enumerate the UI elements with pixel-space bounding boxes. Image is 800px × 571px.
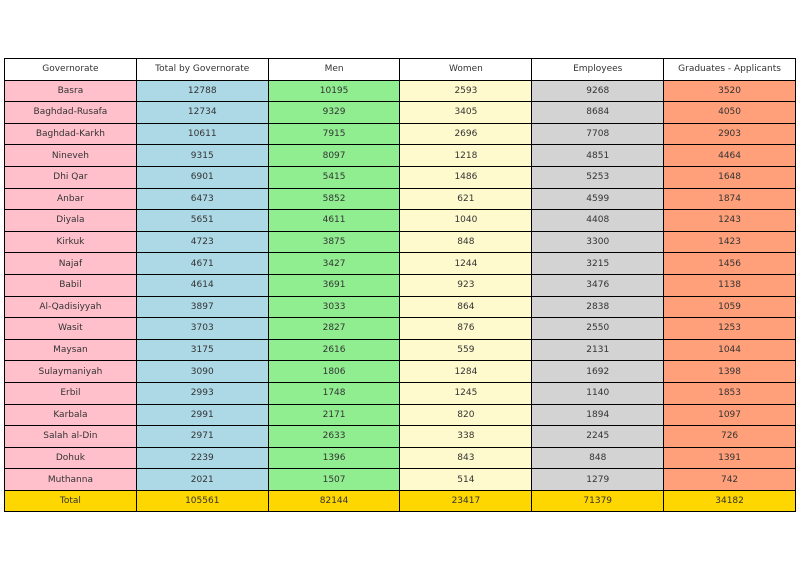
column-header: Total by Governorate [136, 59, 268, 81]
value-cell: 5852 [268, 188, 400, 210]
column-header: Men [268, 59, 400, 81]
value-cell: 1507 [268, 469, 400, 491]
value-cell: 1244 [400, 253, 532, 275]
value-cell: 1284 [400, 361, 532, 383]
value-cell: 726 [664, 426, 796, 448]
governorate-cell: Wasit [5, 318, 137, 340]
value-cell: 5415 [268, 166, 400, 188]
governorate-cell: Babil [5, 274, 137, 296]
value-cell: 8097 [268, 145, 400, 167]
governorate-cell: Baghdad-Rusafa [5, 102, 137, 124]
value-cell: 2991 [136, 404, 268, 426]
table-row [5, 404, 796, 426]
column-header: Governorate [5, 59, 137, 81]
total-value-cell: 71379 [532, 490, 664, 512]
column-header: Employees [532, 59, 664, 81]
governorate-cell: Al-Qadisiyyah [5, 296, 137, 318]
value-cell: 3405 [400, 102, 532, 124]
value-cell: 1423 [664, 231, 796, 253]
table-row [5, 80, 796, 102]
value-cell: 3300 [532, 231, 664, 253]
value-cell: 2971 [136, 426, 268, 448]
value-cell: 8684 [532, 102, 664, 124]
value-cell: 923 [400, 274, 532, 296]
value-cell: 1894 [532, 404, 664, 426]
value-cell: 1396 [268, 447, 400, 469]
value-cell: 7708 [532, 123, 664, 145]
value-cell: 1806 [268, 361, 400, 383]
value-cell: 5651 [136, 210, 268, 232]
total-value-cell: 82144 [268, 490, 400, 512]
value-cell: 3476 [532, 274, 664, 296]
governorate-cell: Anbar [5, 188, 137, 210]
governorate-cell: Erbil [5, 382, 137, 404]
value-cell: 2993 [136, 382, 268, 404]
value-cell: 1853 [664, 382, 796, 404]
value-cell: 3175 [136, 339, 268, 361]
value-cell: 1486 [400, 166, 532, 188]
value-cell: 2593 [400, 80, 532, 102]
value-cell: 1059 [664, 296, 796, 318]
value-cell: 1398 [664, 361, 796, 383]
value-cell: 1648 [664, 166, 796, 188]
value-cell: 1748 [268, 382, 400, 404]
governorate-cell: Muthanna [5, 469, 137, 491]
value-cell: 864 [400, 296, 532, 318]
table-row [5, 166, 796, 188]
value-cell: 1040 [400, 210, 532, 232]
value-cell: 6901 [136, 166, 268, 188]
value-cell: 4851 [532, 145, 664, 167]
total-value-cell: 105561 [136, 490, 268, 512]
table-row [5, 426, 796, 448]
value-cell: 514 [400, 469, 532, 491]
value-cell: 4611 [268, 210, 400, 232]
column-header: Women [400, 59, 532, 81]
table-row [5, 361, 796, 383]
value-cell: 9268 [532, 80, 664, 102]
value-cell: 1391 [664, 447, 796, 469]
value-cell: 4614 [136, 274, 268, 296]
governorate-cell: Dohuk [5, 447, 137, 469]
table-row [5, 382, 796, 404]
value-cell: 1138 [664, 274, 796, 296]
value-cell: 3215 [532, 253, 664, 275]
value-cell: 7915 [268, 123, 400, 145]
value-cell: 12788 [136, 80, 268, 102]
value-cell: 621 [400, 188, 532, 210]
table-row [5, 296, 796, 318]
value-cell: 1692 [532, 361, 664, 383]
total-label-cell: Total [5, 490, 137, 512]
value-cell: 820 [400, 404, 532, 426]
value-cell: 1044 [664, 339, 796, 361]
value-cell: 4464 [664, 145, 796, 167]
value-cell: 2903 [664, 123, 796, 145]
value-cell: 9329 [268, 102, 400, 124]
governorate-cell: Basra [5, 80, 137, 102]
value-cell: 1456 [664, 253, 796, 275]
value-cell: 2696 [400, 123, 532, 145]
governorate-cell: Kirkuk [5, 231, 137, 253]
value-cell: 2550 [532, 318, 664, 340]
value-cell: 3897 [136, 296, 268, 318]
table-header-row [5, 59, 796, 81]
value-cell: 1140 [532, 382, 664, 404]
value-cell: 4050 [664, 102, 796, 124]
value-cell: 1243 [664, 210, 796, 232]
value-cell: 4408 [532, 210, 664, 232]
value-cell: 5253 [532, 166, 664, 188]
table-row [5, 145, 796, 167]
value-cell: 3875 [268, 231, 400, 253]
column-header: Graduates - Applicants [664, 59, 796, 81]
governorate-cell: Karbala [5, 404, 137, 426]
value-cell: 2838 [532, 296, 664, 318]
value-cell: 6473 [136, 188, 268, 210]
governorate-table [4, 58, 796, 512]
value-cell: 2633 [268, 426, 400, 448]
table-row [5, 102, 796, 124]
table-row [5, 188, 796, 210]
value-cell: 742 [664, 469, 796, 491]
value-cell: 3691 [268, 274, 400, 296]
total-value-cell: 34182 [664, 490, 796, 512]
table-row [5, 274, 796, 296]
value-cell: 2021 [136, 469, 268, 491]
governorate-cell: Dhi Qar [5, 166, 137, 188]
value-cell: 3520 [664, 80, 796, 102]
governorate-cell: Najaf [5, 253, 137, 275]
table-row [5, 339, 796, 361]
value-cell: 2245 [532, 426, 664, 448]
value-cell: 2131 [532, 339, 664, 361]
value-cell: 3427 [268, 253, 400, 275]
value-cell: 2239 [136, 447, 268, 469]
value-cell: 1279 [532, 469, 664, 491]
value-cell: 1245 [400, 382, 532, 404]
table-row [5, 253, 796, 275]
value-cell: 1874 [664, 188, 796, 210]
value-cell: 4671 [136, 253, 268, 275]
value-cell: 3033 [268, 296, 400, 318]
value-cell: 1218 [400, 145, 532, 167]
value-cell: 2616 [268, 339, 400, 361]
value-cell: 1253 [664, 318, 796, 340]
value-cell: 876 [400, 318, 532, 340]
value-cell: 4723 [136, 231, 268, 253]
governorate-cell: Diyala [5, 210, 137, 232]
value-cell: 2827 [268, 318, 400, 340]
value-cell: 338 [400, 426, 532, 448]
value-cell: 3703 [136, 318, 268, 340]
value-cell: 10611 [136, 123, 268, 145]
table-row [5, 210, 796, 232]
total-value-cell: 23417 [400, 490, 532, 512]
value-cell: 12734 [136, 102, 268, 124]
governorate-cell: Sulaymaniyah [5, 361, 137, 383]
value-cell: 848 [400, 231, 532, 253]
table-row [5, 318, 796, 340]
value-cell: 848 [532, 447, 664, 469]
table-row [5, 469, 796, 491]
total-row [5, 490, 796, 512]
governorate-cell: Salah al-Din [5, 426, 137, 448]
value-cell: 2171 [268, 404, 400, 426]
table-row [5, 231, 796, 253]
value-cell: 4599 [532, 188, 664, 210]
value-cell: 3090 [136, 361, 268, 383]
table-body [5, 80, 796, 512]
governorate-cell: Nineveh [5, 145, 137, 167]
table-row [5, 447, 796, 469]
table-row [5, 123, 796, 145]
value-cell: 10195 [268, 80, 400, 102]
governorate-cell: Baghdad-Karkh [5, 123, 137, 145]
governorate-cell: Maysan [5, 339, 137, 361]
value-cell: 1097 [664, 404, 796, 426]
value-cell: 9315 [136, 145, 268, 167]
value-cell: 843 [400, 447, 532, 469]
value-cell: 559 [400, 339, 532, 361]
